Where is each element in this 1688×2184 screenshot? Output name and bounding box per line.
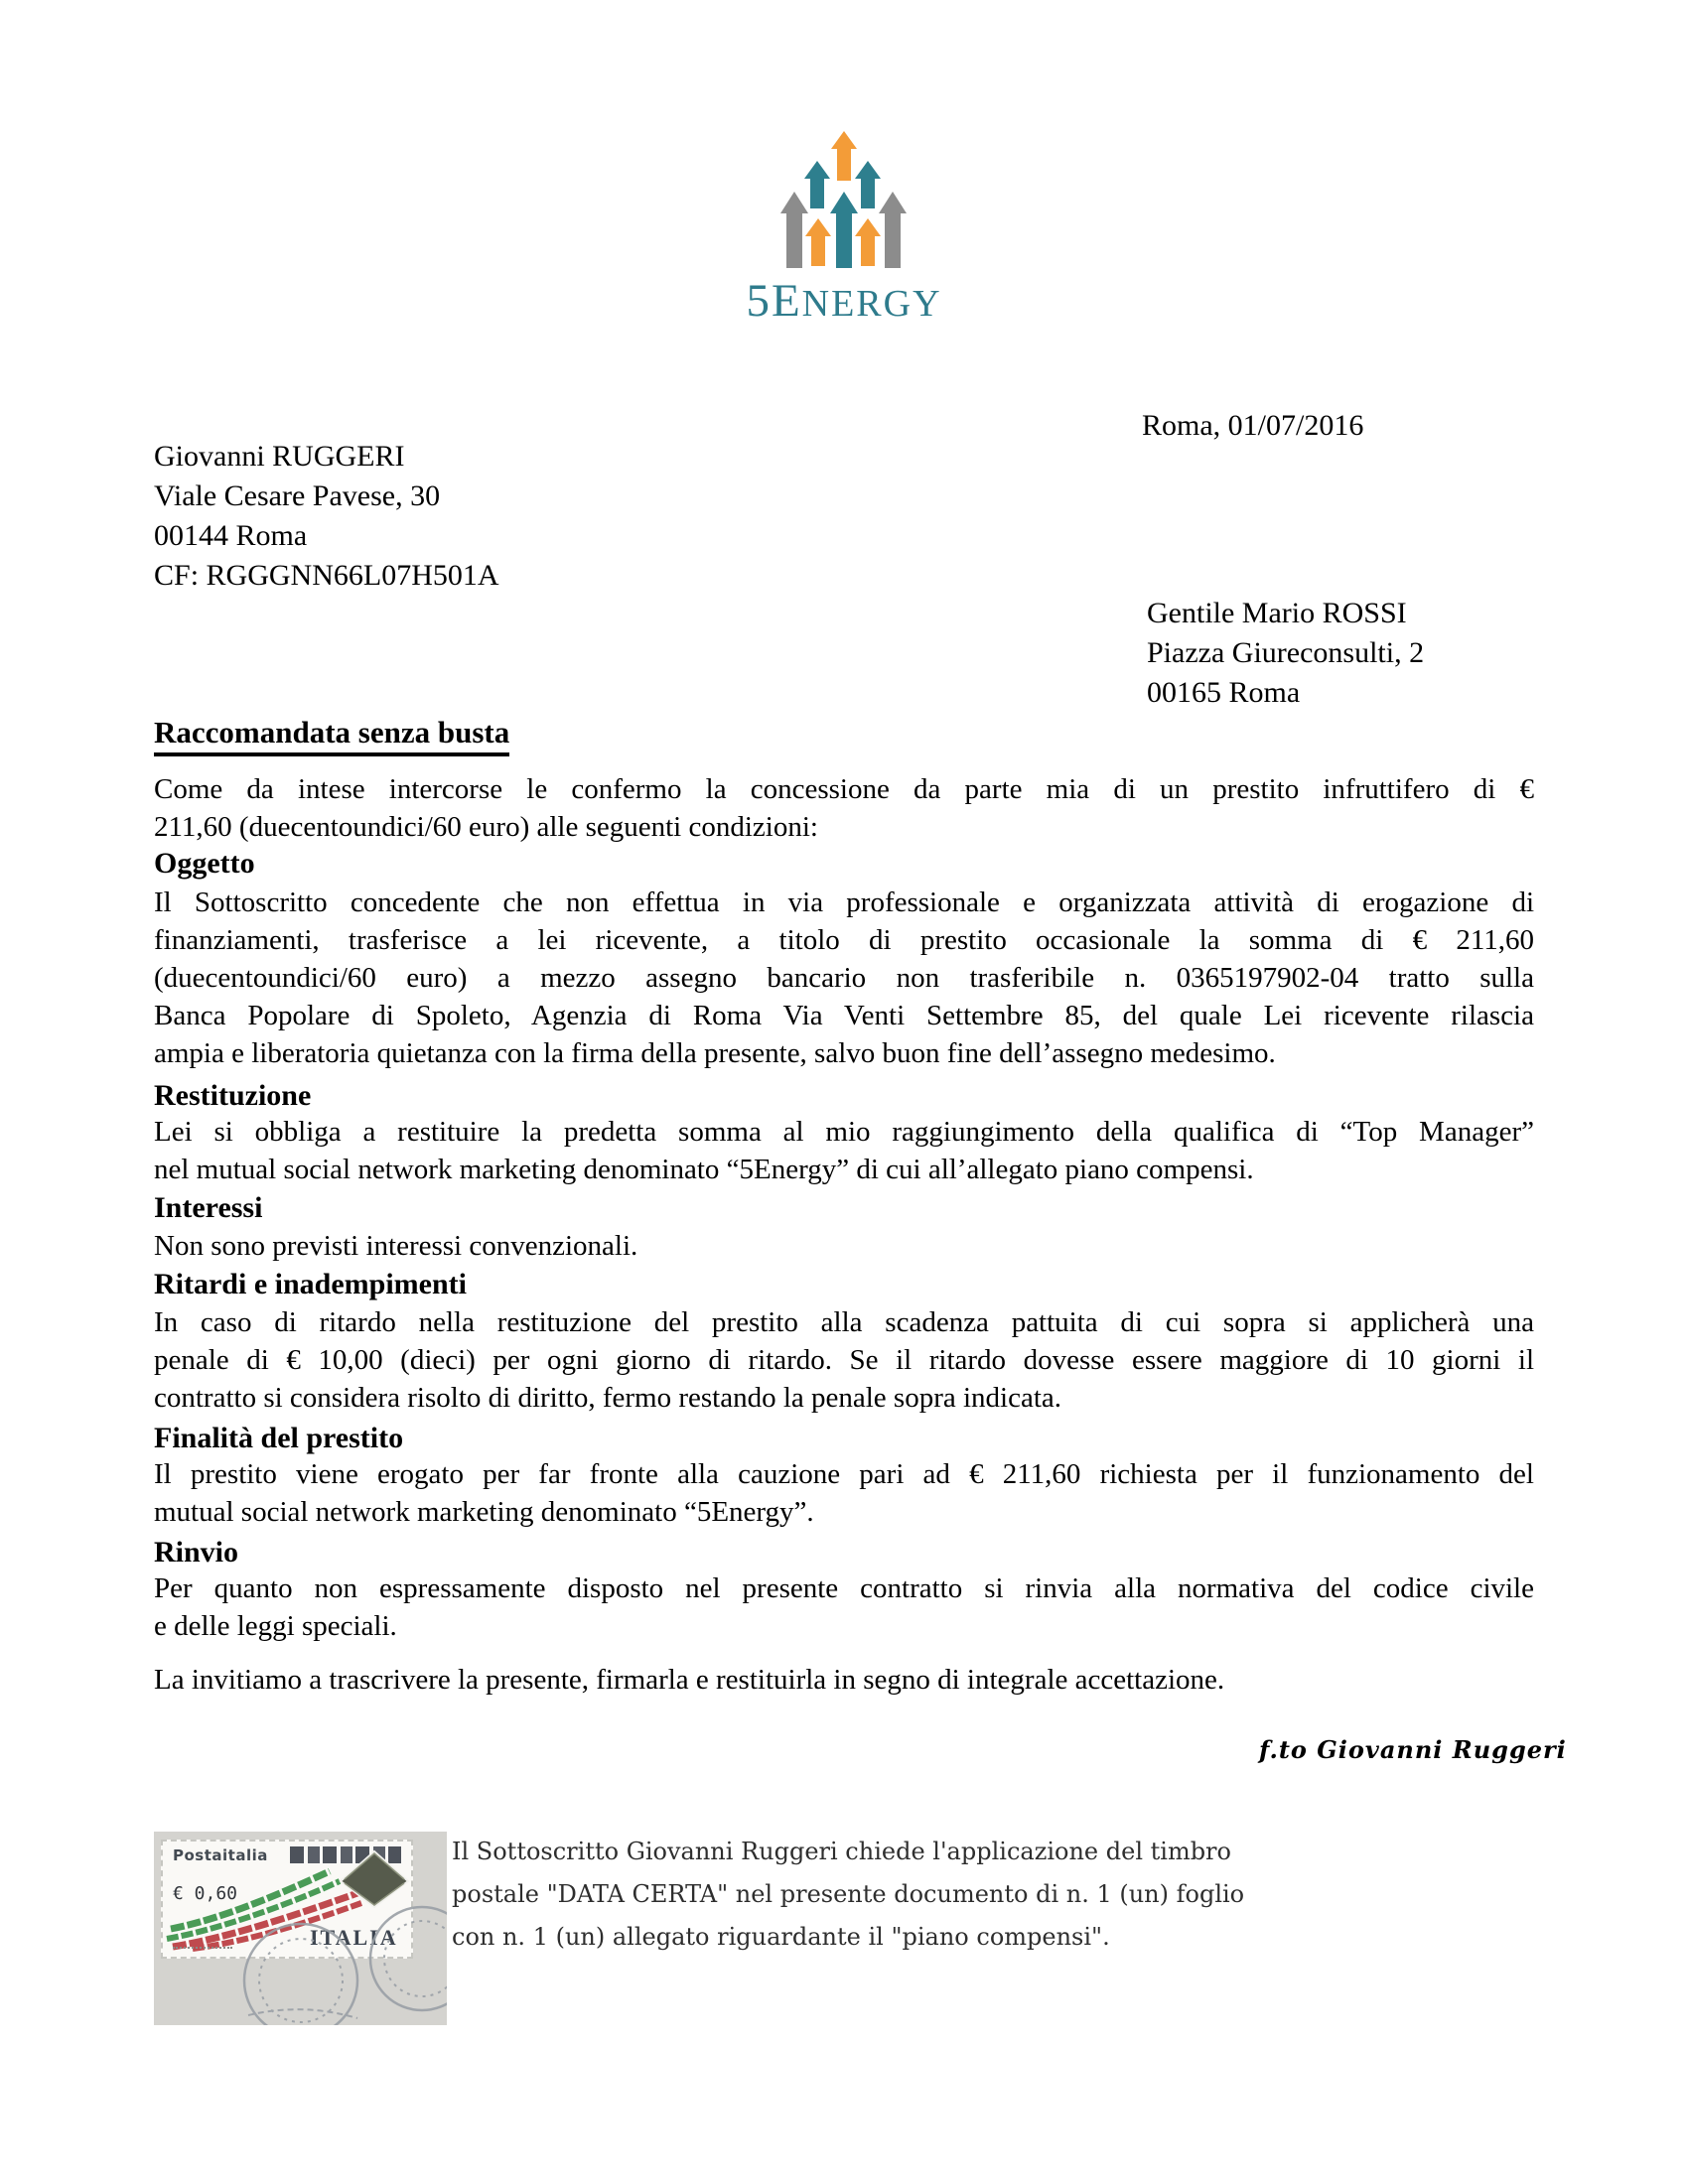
stamp-country-label: ITALIA <box>310 1925 398 1950</box>
sender-address: Giovanni RUGGERI Viale Cesare Pavese, 30 00144 Roma CF: RGGGNN66L07H501A <box>154 440 499 592</box>
logo-wordmark <box>0 274 1688 328</box>
postage-stamp <box>161 1840 413 1959</box>
stamp-request-note: Il Sottoscritto Giovanni Ruggeri chiede l'applicazione del timbro postale "DATA CERTA" nel presente documento di n. 1 (un) foglio con n. 1 (un) allegato riguardante il "piano compensi". <box>452 1838 1245 1951</box>
section-paragraph-interessi: Non sono previsti interessi convenzionali. <box>154 1230 638 1262</box>
stamp-brand-label: Postaitalia <box>173 1846 268 1864</box>
section-heading-restituzione: Restituzione <box>154 1079 312 1112</box>
letter-date: Roma, 01/07/2016 <box>1142 409 1364 442</box>
stamp-face-value: € 0,60 <box>173 1883 238 1904</box>
logo-wordmark-lead: 5E <box>746 275 802 327</box>
section-paragraph-oggetto: Il Sottoscritto concedente che non effettua in via professionale e organizzata attività di erogazione di finanziamenti, trasferisce a lei ricevente, a titolo di prestito occasionale la somma di € 211,60 (duecentoundici/60 euro) a mezzo assegno bancario non trasferibile n. 0365197902-04 tratto sulla Banca Popolare di Spoleto, Agenzia di Roma Via Venti Settembre 85, del quale Lei ricevente rilascia ampia e liberatoria quietanza con la firma della presente, salvo buon fine dell’assegno medesimo. <box>154 887 1534 1069</box>
section-heading-rinvio: Rinvio <box>154 1536 239 1569</box>
section-heading-interessi: Interessi <box>154 1191 263 1224</box>
stamp-barcode-blocks-icon <box>290 1846 401 1863</box>
subject-heading <box>154 715 509 756</box>
section-paragraph-finalita: Il prestito viene erogato per far fronte alla cauzione pari ad € 211,60 richiesta per il funzionamento del mutual social network marketing denominato “5Energy”. <box>154 1458 1534 1528</box>
stamp-serial-mark <box>173 1947 232 1949</box>
signature-line: f.to Giovanni Ruggeri <box>1259 1735 1567 1764</box>
logo-wordmark-tail: NERGY <box>801 283 942 325</box>
section-paragraph-rinvio: Per quanto non espressamente disposto nel presente contratto si rinvia alla normativa del codice civile e delle leggi speciali. <box>154 1572 1534 1642</box>
logo-arrows-icon <box>777 127 911 270</box>
section-heading-ritardi: Ritardi e inadempimenti <box>154 1268 467 1300</box>
section-paragraph-ritardi: In caso di ritardo nella restituzione del prestito alla scadenza pattuita di cui sopra si applicherà una penale di € 10,00 (dieci) per ogni giorno di ritardo. Se il ritardo dovesse essere maggiore di 10 giorni il contratto si considera risolto di diritto, fermo restando la penale sopra indicata. <box>154 1306 1534 1414</box>
closing-paragraph: La invitiamo a trascrivere la presente, firmarla e restituirla in segno di integrale accettazione. <box>154 1664 1225 1696</box>
subject-text: Raccomandata senza busta <box>154 715 509 756</box>
section-heading-finalita: Finalità del prestito <box>154 1422 404 1454</box>
section-paragraph-restituzione: Lei si obbliga a restituire la predetta somma al mio raggiungimento della qualifica di “Top Manager” nel mutual social network marketing denominato “5Energy” di cui all’allegato piano compensi. <box>154 1116 1534 1185</box>
section-heading-oggetto: Oggetto <box>154 847 255 880</box>
intro-paragraph: Come da intese intercorse le confermo la concessione da parte mia di un prestito infruttifero di € 211,60 (duecentoundici/60 euro) alle seguenti condizioni: <box>154 773 1534 843</box>
recipient-address: Gentile Mario ROSSI Piazza Giureconsulti, 2 00165 Roma <box>1147 597 1425 709</box>
stamp-scan-area <box>154 1832 447 2025</box>
